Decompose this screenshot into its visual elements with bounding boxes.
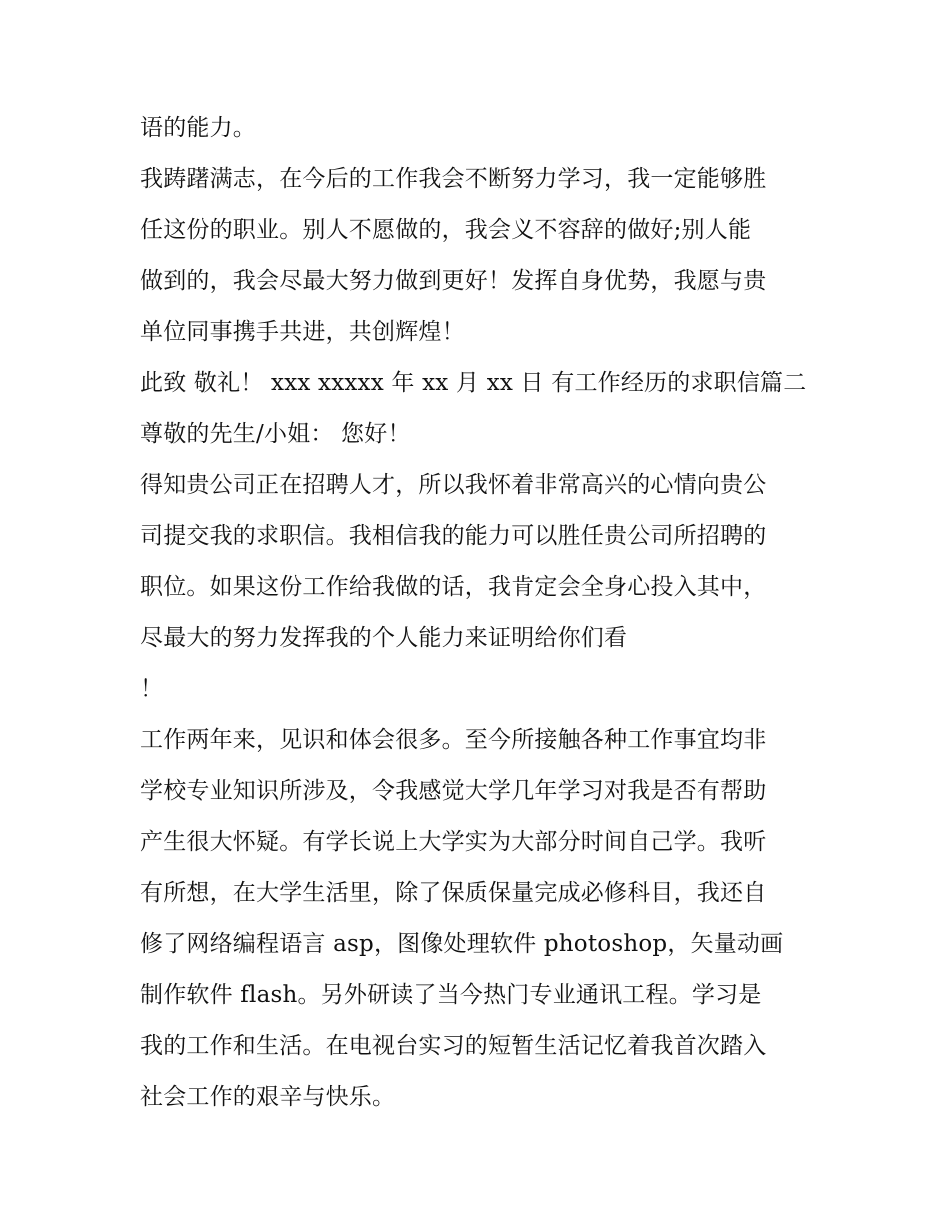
text-line: 任这份的职业。别人不愿做的，我会义不容辞的做好;别人能 bbox=[140, 217, 752, 243]
text-line: 社会工作的艰辛与快乐。 bbox=[140, 1084, 396, 1110]
text-line: 此致 敬礼！ xxx xxxxx 年 xx 月 xx 日 有工作经历的求职信篇二 bbox=[140, 370, 807, 396]
text-line: 工作两年来，见识和体会很多。至今所接触各种工作事宜均非 bbox=[140, 727, 767, 753]
text-line: 产生很大怀疑。有学长说上大学实为大部分时间自己学。我听 bbox=[140, 829, 767, 855]
text-line: 学校专业知识所涉及，令我感觉大学几年学习对我是否有帮助 bbox=[140, 778, 767, 804]
text-line: 修了网络编程语言 asp，图像处理软件 photoshop，矢量动画 bbox=[140, 931, 784, 957]
text-line: 单位同事携手共进，共创辉煌！ bbox=[140, 319, 465, 345]
text-line: 尽最大的努力发挥我的个人能力来证明给你们看 bbox=[140, 625, 628, 651]
text-line: 语的能力。 bbox=[140, 115, 256, 141]
text-line: 尊敬的先生/小姐： 您好！ bbox=[140, 421, 411, 447]
text-line: 有所想，在大学生活里，除了保质保量完成必修科目，我还自 bbox=[140, 880, 767, 906]
text-line: 职位。如果这份工作给我做的话，我肯定会全身心投入其中， bbox=[140, 574, 767, 600]
text-line: ！ bbox=[140, 676, 164, 702]
text-line: 制作软件 flash。另外研读了当今热门专业通讯工程。学习是 bbox=[140, 982, 762, 1008]
text-line: 得知贵公司正在招聘人才，所以我怀着非常高兴的心情向贵公 bbox=[140, 472, 767, 498]
text-line: 我踌躇满志，在今后的工作我会不断努力学习，我一定能够胜 bbox=[140, 166, 767, 192]
text-line: 司提交我的求职信。我相信我的能力可以胜任贵公司所招聘的 bbox=[140, 523, 767, 549]
text-line: 我的工作和生活。在电视台实习的短暂生活记忆着我首次踏入 bbox=[140, 1033, 767, 1059]
text-line: 做到的，我会尽最大努力做到更好！发挥自身优势，我愿与贵 bbox=[140, 268, 767, 294]
